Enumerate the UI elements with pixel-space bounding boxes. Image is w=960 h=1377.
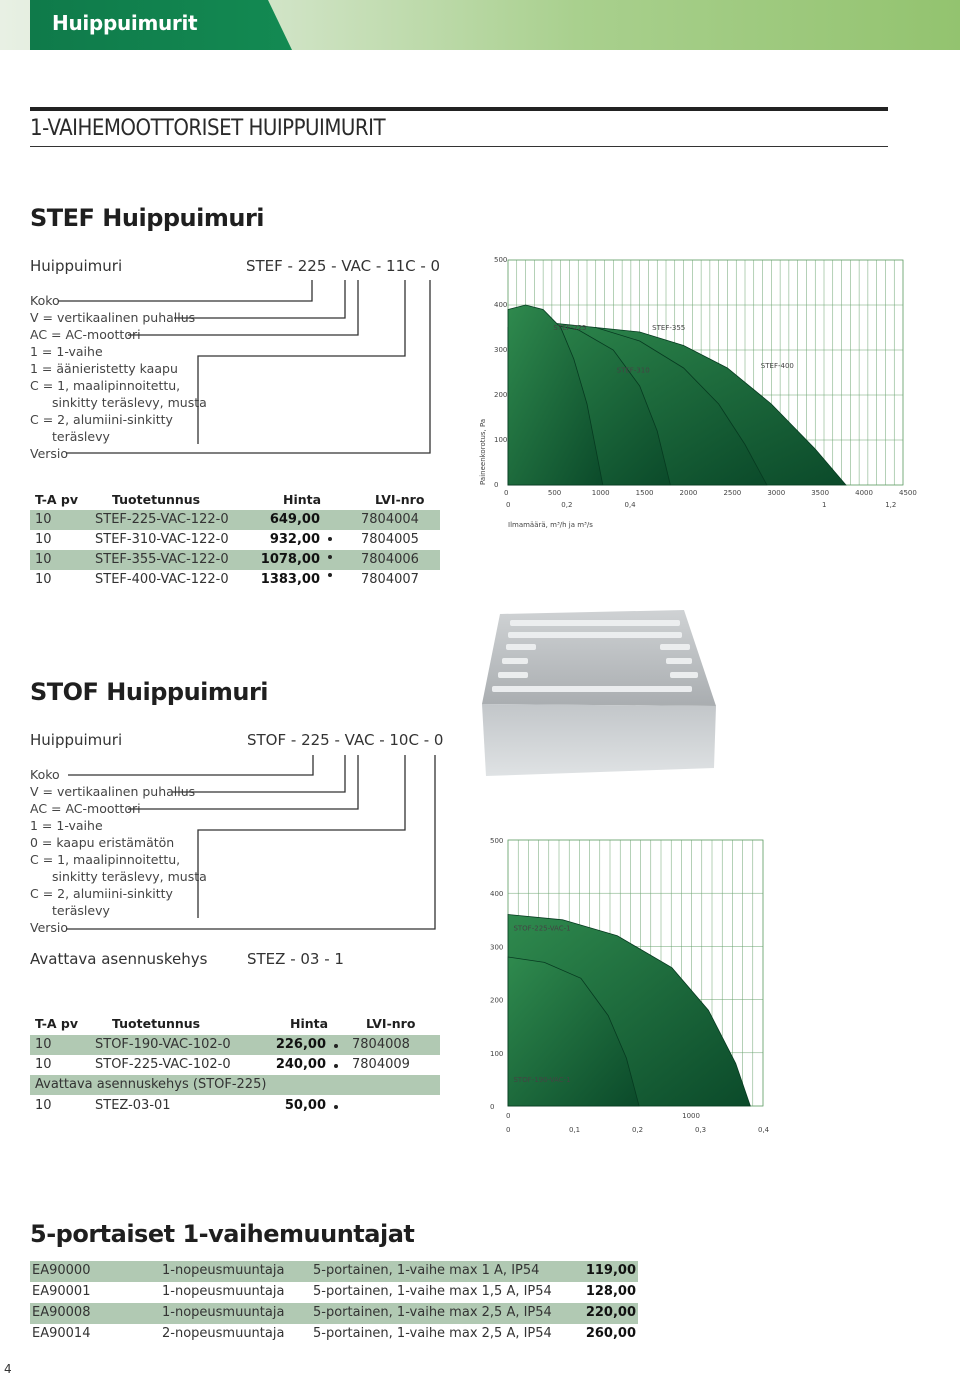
x2-tick-label: 0,4: [758, 1126, 770, 1134]
cell-pv: 10: [35, 512, 52, 527]
x-tick-label: 2500: [723, 489, 742, 497]
x-tick-label: 1000: [682, 1112, 700, 1120]
legend-item: C = 1, maalipinnoitettu,: [30, 852, 181, 867]
cell-price: 260,00: [585, 1326, 636, 1341]
x2-tick-label: 0,4: [624, 501, 636, 509]
cell-type: 2-nopeusmuuntaja: [162, 1326, 285, 1341]
stof-label: Huippuimuri: [30, 731, 123, 749]
legend-item: Versio: [30, 920, 69, 935]
bullet-dot: [334, 1044, 338, 1048]
x2-tick-label: 0,1: [569, 1126, 581, 1134]
x-tick-label: 4500: [899, 489, 917, 497]
cell-price: 932,00: [269, 532, 320, 547]
stef-label: Huippuimuri: [30, 257, 123, 275]
series-label: STEF-310: [616, 366, 650, 375]
cell-code: STOF-190-VAC-102-0: [95, 1037, 231, 1052]
cell-price: 119,00: [585, 1263, 636, 1278]
page-title: 1-VAIHEMOOTTORISET HUIPPUIMURIT: [30, 116, 386, 141]
table-row: [30, 1324, 638, 1345]
x2-tick-label: 0: [506, 1126, 511, 1134]
cell-lvi: 7804008: [352, 1037, 410, 1052]
table-row: [30, 1055, 440, 1075]
table-row: [30, 510, 440, 530]
series-label: STOF-225-VAC-1: [513, 924, 571, 933]
cell-price: 1383,00: [260, 572, 320, 587]
y-tick-label: 100: [494, 436, 508, 444]
x2-tick-label: 1,2: [885, 501, 897, 509]
title-rule-top: [30, 107, 888, 111]
cell-code: STEF-400-VAC-122-0: [95, 572, 229, 587]
cell-type: 1-nopeusmuuntaja: [162, 1305, 285, 1320]
cell-code: EA90014: [32, 1326, 91, 1341]
legend-item: 1 = 1-vaihe: [30, 818, 103, 833]
cell-pv: 10: [35, 532, 52, 547]
transformers-heading: 5-portaiset 1-vaihemuuntajat: [30, 1220, 415, 1248]
col-header: Hinta: [283, 492, 322, 507]
legend-item: V = vertikaalinen puhallus: [30, 310, 196, 325]
x-tick-label: 0: [506, 1112, 511, 1120]
x2-tick-label: 0,2: [561, 501, 573, 509]
stof-heading: STOF Huippuimuri: [30, 678, 269, 706]
table-row: [30, 1282, 638, 1303]
stof-product-image: [470, 608, 730, 780]
cell-price: 50,00: [284, 1098, 326, 1113]
cell-code: EA90008: [32, 1305, 91, 1320]
cell-code: STEF-355-VAC-122-0: [95, 552, 229, 567]
x-axis-label: Ilmamäärä, m³/h ja m³/s: [508, 521, 593, 529]
cell-code: EA90001: [32, 1284, 91, 1299]
cell-desc: 5-portainen, 1-vaihe max 1 A, IP54: [313, 1263, 540, 1278]
bullet-dot: [328, 573, 332, 577]
stef-legend-connectors: [0, 270, 460, 470]
cell-type: 1-nopeusmuuntaja: [162, 1284, 285, 1299]
y-tick-label: 0: [494, 481, 499, 489]
cell-code: STEF-225-VAC-122-0: [95, 512, 229, 527]
cell-price: 1078,00: [260, 552, 320, 567]
bullet-dot: [328, 555, 332, 559]
x2-tick-label: 0,2: [632, 1126, 644, 1134]
legend-item: C = 1, maalipinnoitettu,: [30, 378, 181, 393]
cell-desc: 5-portainen, 1-vaihe max 2,5 A, IP54: [313, 1326, 552, 1341]
table-subheader-row: [30, 1075, 440, 1095]
legend-item: 1 = äänieristetty kaapu: [30, 361, 178, 376]
x-tick-label: 4000: [855, 489, 873, 497]
legend-item: AC = AC-moottori: [30, 801, 141, 816]
col-header: LVI-nro: [375, 492, 425, 507]
col-header: LVI-nro: [366, 1016, 416, 1031]
bullet-dot: [334, 1064, 338, 1068]
cell-desc: 5-portainen, 1-vaihe max 2,5 A, IP54: [313, 1305, 552, 1320]
subheader-label: Avattava asennuskehys (STOF-225): [35, 1077, 267, 1092]
cell-pv: 10: [35, 1037, 52, 1052]
table-row: [30, 1303, 638, 1324]
legend-item: teräslevy: [52, 429, 110, 444]
cell-lvi: 7804007: [361, 572, 419, 587]
y-tick-label: 300: [494, 346, 508, 354]
cell-lvi: 7804006: [361, 552, 419, 567]
stef-heading: STEF Huippuimuri: [30, 204, 265, 232]
cell-pv: 10: [35, 1057, 52, 1072]
x-tick-label: 3500: [811, 489, 830, 497]
x-tick-label: 1500: [635, 489, 654, 497]
table-row: [30, 530, 440, 550]
cell-code: STOF-225-VAC-102-0: [95, 1057, 231, 1072]
x-tick-label: 1000: [591, 489, 610, 497]
x-tick-label: 500: [547, 489, 562, 497]
series-label: STEF-225: [553, 323, 587, 332]
legend-item: 0 = kaapu eristämätön: [30, 835, 175, 850]
col-header: Hinta: [290, 1016, 329, 1031]
cell-pv: 10: [35, 552, 52, 567]
legend-item: C = 2, alumiini-sinkitty: [30, 886, 173, 901]
series-label: STEF-400: [760, 362, 794, 370]
cell-price: 128,00: [585, 1284, 636, 1299]
legend-item: Koko: [30, 767, 60, 782]
x-tick-label: 3000: [767, 489, 786, 497]
cell-code: EA90000: [32, 1263, 91, 1278]
x2-tick-label: 0,3: [695, 1126, 707, 1134]
legend-item: sinkitty teräslevy, musta: [52, 869, 207, 884]
cell-lvi: 7804005: [361, 532, 419, 547]
stof-frame-label: Avattava asennuskehys: [30, 950, 208, 968]
page-number: 4: [4, 1362, 12, 1376]
legend-item: C = 2, alumiini-sinkitty: [30, 412, 173, 427]
x2-tick-label: 0: [506, 501, 511, 509]
cell-lvi: 7804009: [352, 1057, 410, 1072]
header-title: Huippuimurit: [52, 11, 198, 35]
legend-item: Versio: [30, 446, 69, 461]
table-row: [30, 570, 440, 590]
cell-price: 649,00: [269, 512, 320, 527]
table-row: [30, 550, 440, 570]
cell-price: 220,00: [585, 1305, 636, 1320]
legend-item: 1 = 1-vaihe: [30, 344, 103, 359]
header-banner: [0, 0, 960, 50]
legend-item: sinkitty teräslevy, musta: [52, 395, 207, 410]
y-tick-label: 500: [494, 256, 508, 264]
x2-tick-label: 1: [822, 501, 827, 509]
stef-performance-chart: [470, 250, 917, 540]
stof-performance-chart: [470, 830, 790, 1140]
bullet-dot: [328, 537, 332, 541]
y-tick-label: 300: [490, 943, 504, 952]
table-row: [30, 1035, 440, 1055]
stof-legend-connectors: [0, 745, 460, 945]
cell-code: STEZ-03-01: [95, 1098, 171, 1113]
y-tick-label: 200: [490, 996, 504, 1005]
legend-item: Koko: [30, 293, 60, 308]
col-header: Tuotetunnus: [112, 492, 201, 507]
cell-code: STEF-310-VAC-122-0: [95, 532, 229, 547]
stef-code: STEF - 225 - VAC - 11C - 0: [246, 257, 441, 275]
x-tick-label: 2000: [679, 489, 698, 497]
series-label: STOF-190-VAC-1: [513, 1076, 571, 1085]
y-tick-label: 0: [490, 1103, 495, 1111]
legend-item: teräslevy: [52, 903, 110, 918]
legend-item: V = vertikaalinen puhallus: [30, 784, 196, 799]
y-axis-label: Paineenkorotus, Pa: [479, 418, 487, 485]
x-tick-label: 0: [504, 489, 509, 497]
stof-frame-code: STEZ - 03 - 1: [247, 950, 344, 968]
y-tick-label: 100: [490, 1049, 504, 1058]
series-label: STEF-355: [652, 323, 686, 332]
legend-item: AC = AC-moottori: [30, 327, 141, 342]
stof-code: STOF - 225 - VAC - 10C - 0: [247, 731, 444, 749]
col-header: Tuotetunnus: [112, 1016, 201, 1031]
y-tick-label: 400: [490, 890, 504, 899]
table-row: [30, 1096, 440, 1116]
cell-lvi: 7804004: [361, 512, 419, 527]
cell-pv: 10: [35, 1098, 52, 1113]
y-tick-label: 200: [494, 391, 508, 399]
cell-type: 1-nopeusmuuntaja: [162, 1263, 285, 1278]
table-row: [30, 1261, 638, 1282]
y-tick-label: 400: [494, 301, 508, 309]
y-tick-label: 500: [490, 837, 504, 845]
cell-price: 240,00: [275, 1057, 326, 1072]
col-header: T-A pv: [35, 492, 78, 507]
bullet-dot: [334, 1105, 338, 1109]
cell-desc: 5-portainen, 1-vaihe max 1,5 A, IP54: [313, 1284, 552, 1299]
title-rule-bottom: [30, 146, 888, 147]
cell-price: 226,00: [275, 1037, 326, 1052]
cell-pv: 10: [35, 572, 52, 587]
col-header: T-A pv: [35, 1016, 78, 1031]
